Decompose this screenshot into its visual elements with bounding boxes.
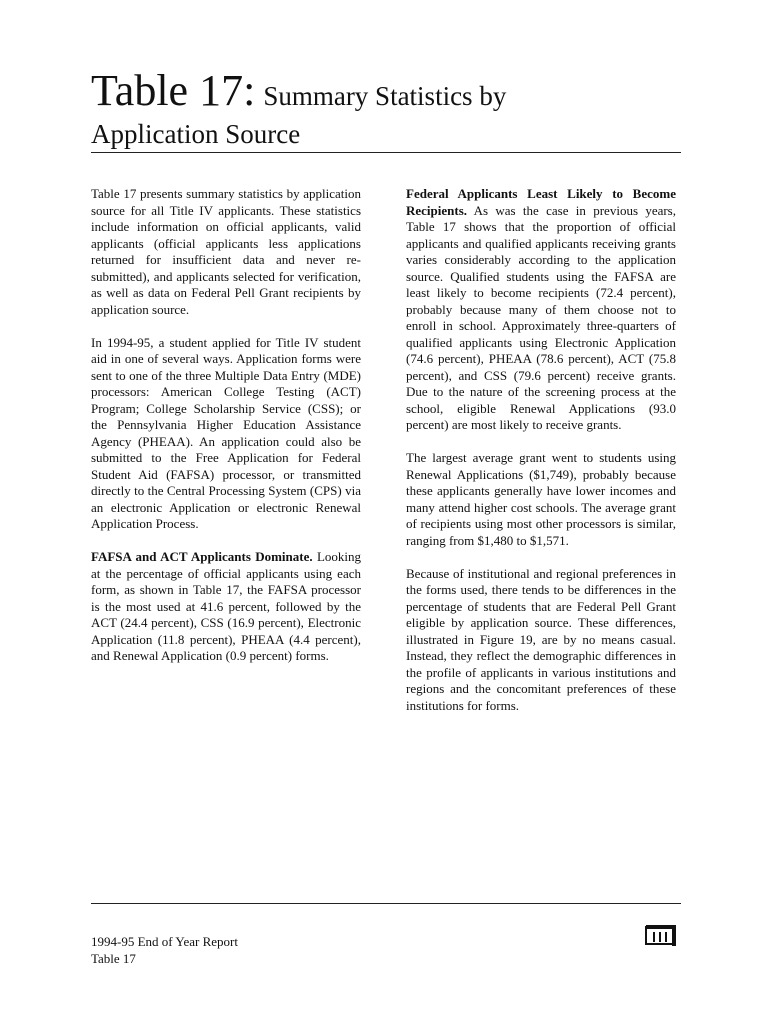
- right-column: [406, 186, 676, 731]
- footer-rule: [91, 903, 681, 904]
- right-paragraph-1: [406, 186, 676, 434]
- right-paragraph-1-body: As was the case in previous years, Table 17 shows that the proportion of official applicants and qualified applicants receiving grants varies considerably according to the application source. Qualified students using the FAFSA are least likely to become recipients (72.4 percent), probably because many of them choose not to enroll in school. Approximately three-quarters of qualified applicants using Electronic Application (74.6 percent), PHEAA (78.6 percent), ACT (75.8 percent), and CSS (79.6 percent) receive grants. Due to the nature of the screening process at the school, eligible Renewal Applications (93.0 percent) are most likely to receive grants.: [406, 202, 676, 432]
- title-rule: [91, 152, 681, 153]
- title-sub-line1: Summary Statistics by: [263, 81, 507, 111]
- footer-table-ref: Table 17: [91, 950, 136, 966]
- left-paragraph-3: [91, 549, 361, 665]
- right-paragraph-2: The largest average grant went to students using Renewal Applications ($1,749), probably because these applicants generally have lower incomes and many attend higher cost schools. The average grant of recipients using most other processors is similar, ranging from $1,480 to $1,571.: [406, 450, 676, 548]
- report-logo-icon: [645, 924, 677, 946]
- left-paragraph-2: In 1994-95, a student applied for Title IV student aid in one of several ways. Application forms were sent to one of the three Multiple Data Entry (MDE) processors: American College Testing (ACT) Program; College Scholarship Service (CSS); or the Pennsylvania Higher Education Assistance Agency (PHEAA). An application could also be submitted to the Free Application for Federal Student Aid (FAFSA) processor, or transmitted directly to the Central Processing System (CPS) via an electronic Application or electronic Renewal Application Process.: [91, 334, 361, 531]
- page-title: [91, 66, 681, 117]
- left-paragraph-1: Table 17 presents summary statistics by application source for all Title IV applicants. These statistics include information on official applicants, valid applicants (official applicants less applications returned for insufficient data and never re-submitted), and applicants selected for verification, as well as data on Federal Pell Grant recipients by application source.: [91, 186, 361, 317]
- left-paragraph-3-heading: FAFSA and ACT Applicants Dominate.: [91, 549, 313, 564]
- footer-report-name: 1994-95 End of Year Report: [91, 934, 238, 949]
- title-sub-line2: Application Source: [91, 119, 301, 149]
- title-main: Table 17:: [91, 66, 256, 115]
- right-paragraph-3: Because of institutional and regional preferences in the forms used, there tends to be differences in the percentage of students that are Federal Pell Grant eligible by application source. These differences, illustrated in Figure 19, are by no means casual. Instead, they reflect the demographic differences in the profile of applicants in various institutions and regions and the concomitant preferences of these institutions for forms.: [406, 565, 676, 713]
- left-paragraph-3-body: Looking at the percentage of official applicants using each form, as shown in Table 17, the FAFSA processor is the most used at 41.6 percent, followed by the ACT (24.4 percent), CSS (16.9 percent), Electronic Application (11.8 percent), PHEAA (4.4 percent), and Renewal Application (0.9 percent) forms.: [91, 549, 362, 663]
- footer: [91, 934, 238, 967]
- right-paragraph-1-heading: Federal Applicants Least Likely to Become Recipients.: [406, 186, 676, 218]
- left-column: [91, 186, 361, 681]
